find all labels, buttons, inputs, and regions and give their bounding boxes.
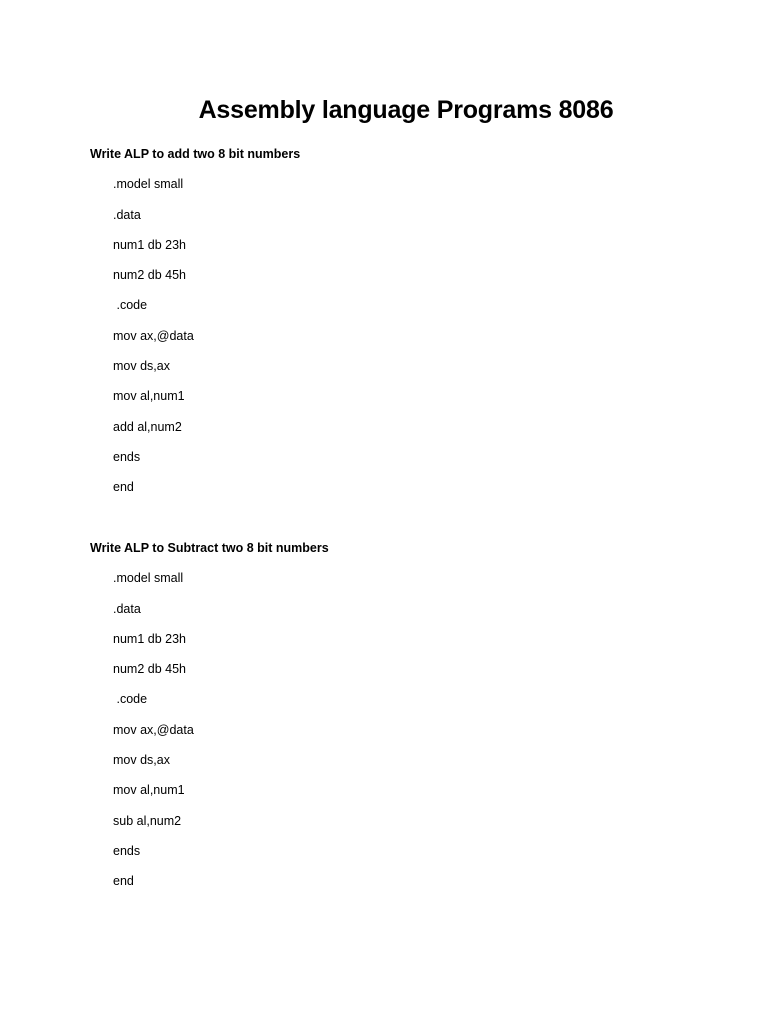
code-line: mov ax,@data — [113, 328, 194, 343]
code-listing — [90, 176, 710, 495]
code-line: add al,num2 — [113, 419, 182, 434]
code-line: .data — [113, 207, 141, 222]
code-line: ends — [113, 843, 141, 858]
section-heading: Write ALP to add two 8 bit numbers — [90, 147, 301, 161]
code-line: .data — [113, 601, 141, 616]
code-line: mov ds,ax — [113, 753, 170, 768]
code-line: mov al,num1 — [113, 783, 185, 798]
code-line: .code — [113, 298, 148, 313]
document-title: Assembly language Programs 8086 — [198, 96, 614, 124]
code-line: mov ds,ax — [113, 359, 170, 374]
code-line: end — [113, 874, 134, 889]
section-heading: Write ALP to Subtract two 8 bit numbers — [90, 541, 329, 555]
code-line: end — [113, 480, 134, 495]
code-listing — [90, 570, 710, 889]
code-line: sub al,num2 — [113, 813, 182, 828]
code-line: num1 db 23h — [113, 631, 186, 646]
code-line: .code — [113, 692, 148, 707]
code-line: ends — [113, 449, 141, 464]
code-line: num1 db 23h — [113, 237, 186, 252]
code-line: num2 db 45h — [113, 662, 186, 677]
code-line: .model small — [113, 571, 184, 586]
code-line: num2 db 45h — [113, 268, 186, 283]
code-line: mov ax,@data — [113, 722, 194, 737]
code-line: .model small — [113, 177, 184, 192]
code-line: mov al,num1 — [113, 389, 185, 404]
section-subtract-program — [90, 540, 710, 889]
section-add-program — [90, 146, 710, 495]
